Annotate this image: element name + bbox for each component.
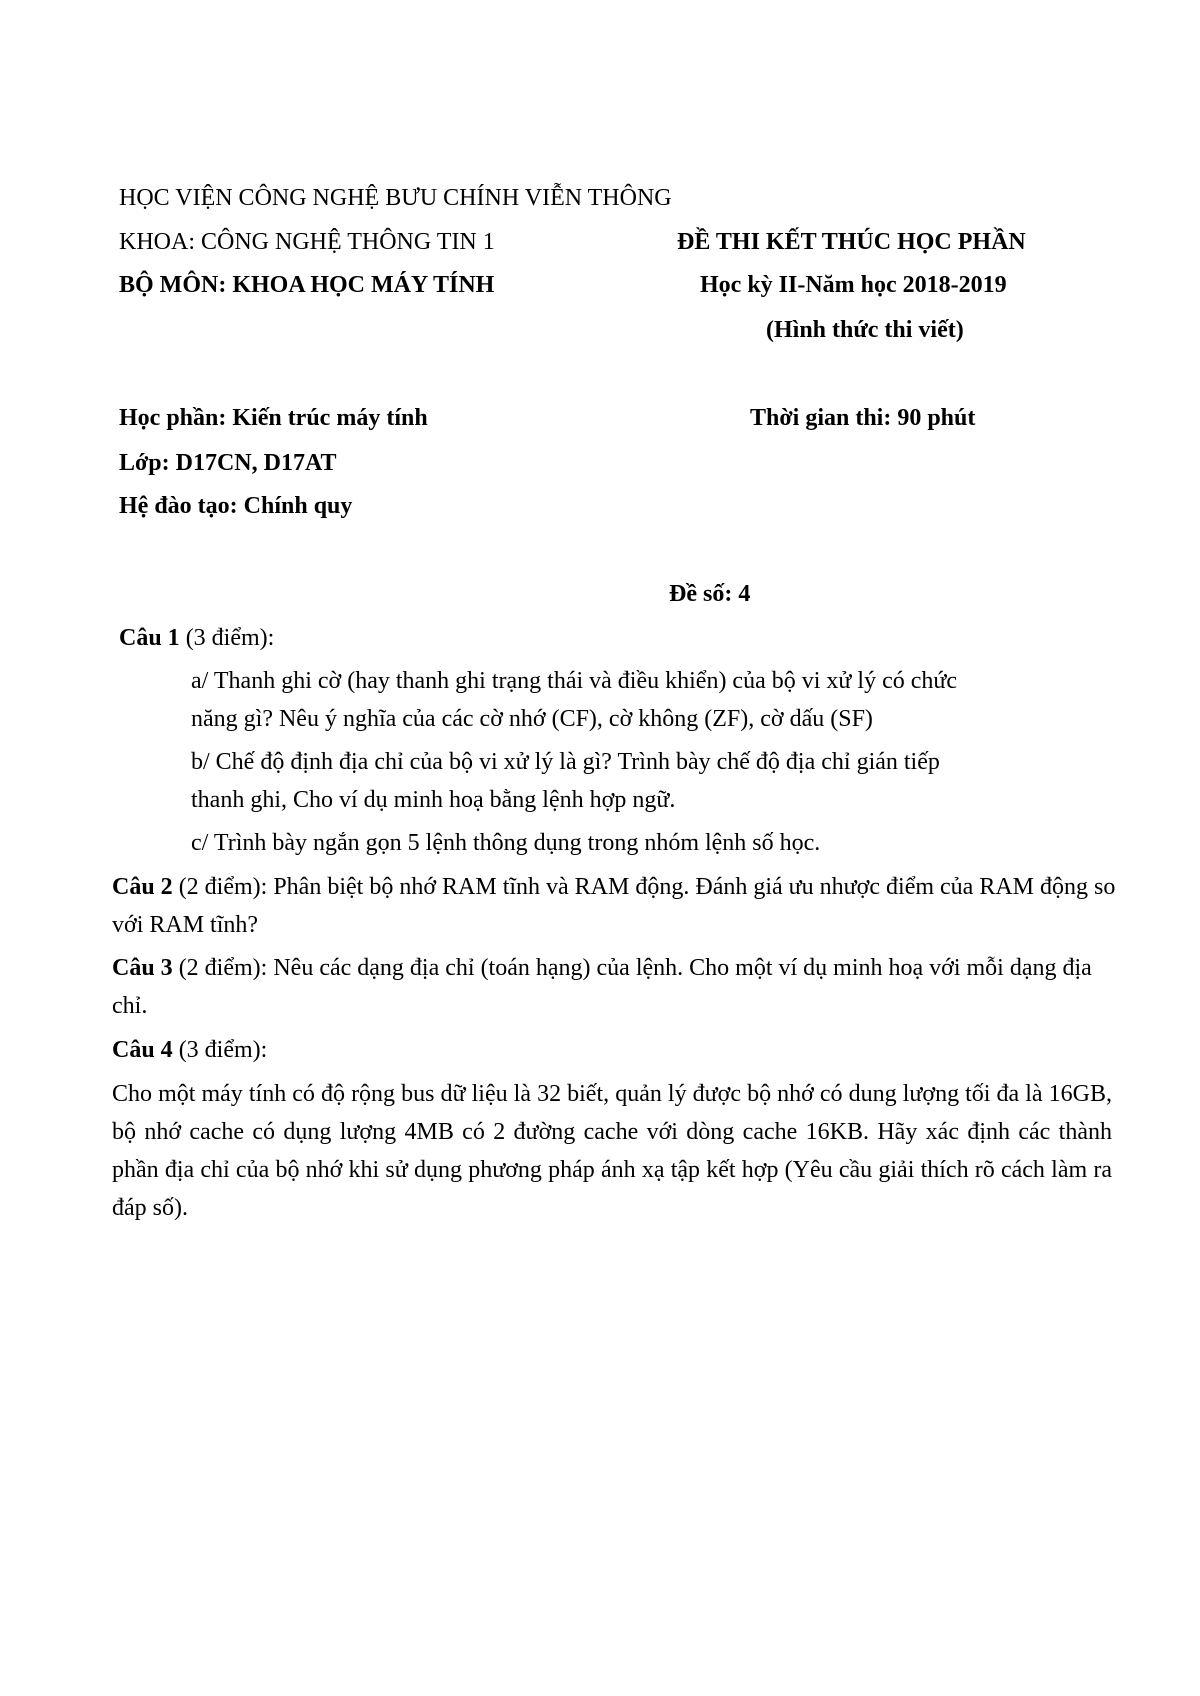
course-name: Học phần: Kiến trúc máy tính [119, 405, 428, 431]
question-3 [112, 949, 1122, 1025]
semester: Học kỳ II-Năm học 2018-2019 [700, 272, 1007, 298]
faculty-name: KHOA: CÔNG NGHỆ THÔNG TIN 1 [119, 229, 495, 255]
question-1-heading [119, 622, 274, 654]
question-1-label: Câu 1 [119, 625, 180, 651]
training-type: Hệ đào tạo: Chính quy [119, 493, 353, 519]
question-4-label: Câu 4 [112, 1037, 173, 1063]
question-4-heading [112, 1034, 267, 1066]
exam-duration: Thời gian thi: 90 phút [750, 405, 976, 431]
question-1a-line-2: năng gì? Nêu ý nghĩa của các cờ nhớ (CF), cờ không (ZF), cờ dấu (SF) [191, 706, 873, 732]
department-name: BỘ MÔN: KHOA HỌC MÁY TÍNH [119, 272, 495, 298]
question-2-text: (2 điểm): Phân biệt bộ nhớ RAM tĩnh và RAM động. Đánh giá ưu nhược điểm của RAM động so với RAM tĩnh? [112, 874, 1116, 938]
exam-number: Đề số: 4 [669, 581, 751, 607]
question-1a-line-1: a/ Thanh ghi cờ (hay thanh ghi trạng thái và điều khiển) của bộ vi xử lý có chức [191, 668, 958, 694]
question-1-points: (3 điểm): [179, 625, 275, 651]
question-1b-line-1: b/ Chế độ định địa chỉ của bộ vi xử lý là gì? Trình bày chế độ địa chỉ gián tiếp [191, 749, 940, 775]
question-3-label: Câu 3 [112, 955, 173, 981]
institution-name: HỌC VIỆN CÔNG NGHỆ BƯU CHÍNH VIỄN THÔNG [119, 185, 672, 211]
question-2-label: Câu 2 [112, 874, 173, 900]
exam-form: (Hình thức thi viết) [766, 317, 964, 343]
question-1b-line-2: thanh ghi, Cho ví dụ minh hoạ bằng lệnh hợp ngữ. [191, 787, 676, 813]
question-1c-line-1: c/ Trình bày ngắn gọn 5 lệnh thông dụng trong nhóm lệnh số học. [191, 830, 821, 856]
question-4-points: (3 điểm): [172, 1037, 268, 1063]
question-4-text: Cho một máy tính có độ rộng bus dữ liệu là 32 biết, quản lý được bộ nhớ có dung lượng tối đa là 16GB, bộ nhớ cache có dụng lượng 4MB có 2 đường cache với dòng cache 16KB. Hãy xác định các thành phần địa chỉ của bộ nhớ khi sử dụng phương pháp ánh xạ tập kết hợp (Yêu cầu giải thích rõ cách làm ra đáp số). [112, 1081, 1112, 1221]
question-3-text: (2 điểm): Nêu các dạng địa chỉ (toán hạng) của lệnh. Cho một ví dụ minh hoạ với mỗi dạng địa chỉ. [112, 955, 1092, 1019]
question-2 [112, 868, 1122, 944]
exam-title: ĐỀ THI KẾT THÚC HỌC PHẦN [677, 229, 1026, 255]
class-list: Lớp: D17CN, D17AT [119, 450, 337, 476]
